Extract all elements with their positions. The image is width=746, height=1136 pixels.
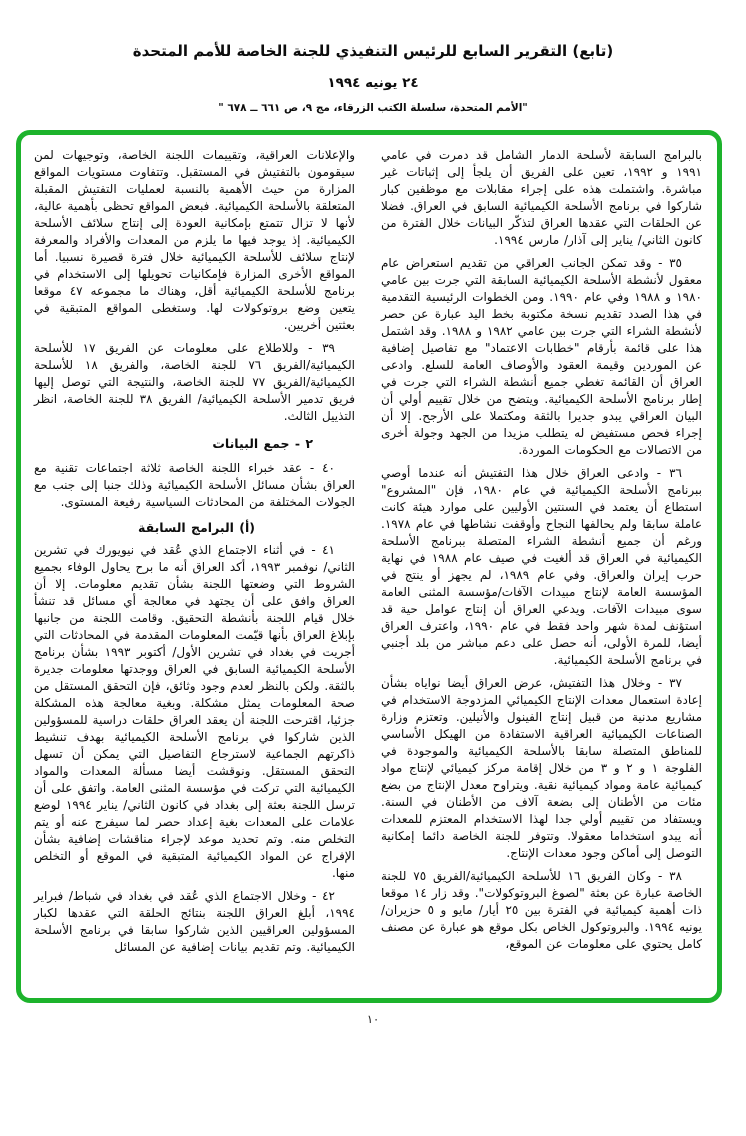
page-number: ١٠ [366, 1012, 380, 1026]
document-title: (تابع) التقرير السابع للرئيس التنفيذي للجنة الخاصة للأمم المتحدة [132, 42, 614, 60]
paragraph-34-continuation: بالبرامج السابقة لأسلحة الدمار الشامل قد دمرت في عامي ١٩٩١ و ١٩٩٢، تعين على الفريق أن يلجأ إلى إثباتات غير مباشرة. واشتملت هذه على إجراء مقابلات مع موظفين كبار شاركوا في برنامج الأسلحة الكيميائية السابق في العراق. فضلا عن الحلقات التي عقدها العراق لتذكّر البيانات خلال الفترة من كانون الثاني/ يناير إلى آذار/ مارس ١٩٩٤. [381, 148, 702, 247]
paragraph-39: ٣٩ - وللاطلاع على معلومات عن الفريق ١٧ للأسلحة الكيميائية/الفريق ٧٦ للجنة الخاصة، والفريق ١٨ للأسلحة الكيميائية/الفريق ٧٧ للجنة الخاصة، والنتيجة التي توصل إليها فريق تدمير الأسلحة الكيميائية/ الفريق ٣٨ للجنة الخاصة، انظر التذييل الثالث. [34, 341, 356, 423]
green-bordered-text-area [16, 130, 722, 1003]
paragraph-38-continuation: والإعلانات العراقية، وتقييمات اللجنة الخاصة، وتوجيهات لمن سيقومون بالتفتيش في المستقبل. وتتفاوت مستويات المواقع المزارة من حيث الأهمية بالنسبة لعمليات التفتيش المقبلة المتعلقة بالأسلحة الكيميائية. فبعض المواقع تحظى بأهمية عالية، لأنها لا تزال تتمتع بإمكانية العودة إلى إنتاج سلائف الأسلحة الكيميائية. إذ يوجد فيها ما يلزم من المعدات والأفراد والمعرفة لإنتاج سلائف للأسلحة الكيميائية خلال فترة قصيرة نسبيا. أما المواقع الأخرى المزارة فإمكانيات تحويلها إلى الاستخدام في برنامج للأسلحة الكيميائية أقل، وهناك ما مجموعه ٤٧ موقعا يتعين وضع بروتوكولات لها. وستغطى المواقع المتبقية في بعثتين أخريين. [34, 148, 356, 332]
document-date: ٢٤ يونيه ١٩٩٤ [327, 75, 419, 91]
subsection-heading-previous-programmes: (أ) البرامج السابقة [138, 520, 255, 535]
paragraph-38: ٣٨ - وكان الفريق ١٦ للأسلحة الكيميائية/الفريق ٧٥ للجنة الخاصة عبارة عن بعثة "لصوغ البروتوكولات". وقد زار ١٤ موقعا ذات أهمية كيميائية في الفترة بين ٢٥ أيار/ مايو و ٥ حزيران/ يونيه ١٩٩٤. والبروتوكول الخاص بكل موقع هو عبارة عن مصنف كامل يحتوي على معلومات عن الموقع، [381, 869, 703, 951]
column-left [34, 147, 355, 988]
page-header [0, 0, 746, 114]
paragraph-36: ٣٦ - وادعى العراق خلال هذا التفتيش أنه عندما أوصي ببرنامج الأسلحة الكيميائية في عام ١٩٨٠، فإن "المشروع" استطاع أن يعتمد في السنتين الأوليين على موارد هيئة كانت عاملة سابقا ولم يحالفها النجاح وأوقفت نشاطها في عام ١٩٧٨. ورغم أن جميع أنشطة الشراء المتصلة ببرنامج الأسلحة الكيميائية في العراق قد ألغيت في صيف عام ١٩٨٨ في نهاية حرب إيران والعراق. وفي عام ١٩٨٩، لم يجهز أو ينتج في المؤسسة العامة لإنتاج مبيدات الآفات/مؤسسة المثنى العامة سوى مبيدات الآفات. ويدعي العراق أن إنتاج عوامل حية قد استؤنف لمدة شهر واحد فقط في عام ١٩٩٠، واعترف العراق أيضا، للمرة الأولى، أنه حصل على دعم مباشر من بلد أجنبي في برنامج الأسلحة الكيميائية. [381, 466, 702, 667]
section-heading-data-collection: ٢ - جمع البيانات [212, 436, 313, 451]
paragraph-41: ٤١ - في أثناء الاجتماع الذي عُقد في نيويورك في تشرين الثاني/ نوفمبر ١٩٩٣، أكد العراق أنه ما برح يحاول الوفاء بجميع الشروط التي وضعتها اللجنة بشأن تقديم معلومات. إلا أن العراق وافق على أن يجتهد في معالجة أي مسائل قد تنشأ خلال قيام اللجنة بأنشطة التحقيق. وقامت اللجنة من جانبها بإبلاغ العراق بأنها قيّمت المعلومات المقدمة في المحادثات التي أجريت في بغداد في تشرين الأول/ أكتوبر ١٩٩٣ بشأن برنامج الأسلحة الكيميائية السابق في العراق ووجدتها معلومات جديرة بالثقة. ولكن بالنظر لعدم وجود وثائق، فإن التحقق المستقل من صحة المعلومات يمثل مشكلة. وبغية معالجة هذه المشكلة جزئيا، اقترحت اللجنة أن يعقد العراق حلقات دراسية للمسؤولين الذين شاركوا في برنامج الأسلحة الكيميائية بهدف تنشيط ذاكرتهم الجماعية لاسترجاع التفاصيل التي يمكن أن تسهل التحقق المستقل. ونوقشت أيضا مسألة المعدات والمواد الكيميائية التي تركت في مؤسسة المثنى العامة. واتفق على أن ترسل اللجنة بعثة إلى بغداد في كانون الثاني/ يناير ١٩٩٤ لوضع علامات على المعدات بغية إعداد حصر لما سيفرج عنه أو يتم التخلص منه. وتم تحديد موعد لإجراء مناقشات إضافية بشأن الإفراج عن المواد الكيميائية المتبقية في الموقع أو التخلص منها. [34, 543, 356, 880]
paragraph-35: ٣٥ - وقد تمكن الجانب العراقي من تقديم استعراض عام معقول لأنشطة الأسلحة الكيميائية السابقة التي جرت بين عامي ١٩٨٠ و ١٩٨٨ وفي عام ١٩٩٠. ومن الخطوات الرئيسية التقدمية في هذا الصدد تقديم نسخة مكتوبة بخط اليد عبارة عن حصر لأنشطة الشراء التي جرت بين عامي ١٩٨٢ و ١٩٨٨. وقد اشتمل هذا على قائمة بأرقام "خطابات الاعتماد" مع تفاصيل إضافية عن الموردين وقيمة العقود والأوصاف العامة للسلع. وادعى العراق أن القائمة تغطي جميع أنشطة الشراء التي جرت في إطار برنامج الأسلحة الكيميائية. ويتضح من خلال تقييم أولي أن البيان العراقي يبدو جديرا بالثقة ومكتملا على الأرجح. إلا أن إجراء فحص مستفيض له يتطلب مزيدا من الجهد وجولة أخرى من الاتصالات مع الحكومات الموردة. [381, 256, 702, 457]
paragraph-37: ٣٧ - وخلال هذا التفتيش، عرض العراق أيضا نواياه بشأن إعادة استعمال معدات الإنتاج الكيميائي المزدوجة الاستخدام في مشاريع مدنية من قبيل إنتاج الفينول والأنيلين. وتعتزم وزارة الصناعات الكيميائية العراقية الاستفادة من الهيكل الأساسي للمناطق المتصلة سابقا بالأسلحة الكيميائية والموجودة في الفلوجة ١ و ٢ و ٣ من خلال إقامة مركز كيميائي لإنتاج مواد كيميائية عامة ومواد كيميائية نقية. ويتراوح معدل الإنتاج من بضع مئات من الأطنان إلى بضعة آلاف من الأطنان في السنة. ويستفاد من تقييم أولي جدا لهذا الاستخدام المعتزم للمعدات أنه يبدو استخداما معقولا. وتتوفر للجنة الخاصة دائما إمكانية التوصل إلى أماكن وجود معدات الإنتاج. [381, 676, 702, 860]
paragraph-42: ٤٢ - وخلال الاجتماع الذي عُقد في بغداد في شباط/ فبراير ١٩٩٤، أبلغ العراق اللجنة بنتائج الحلقة التي عقدها لكبار المسؤولين العراقيين الذين شاركوا سابقا في برنامج الأسلحة الكيميائية. وتم تقديم بيانات إضافية عن المسائل [34, 889, 355, 954]
paragraph-40: ٤٠ - عقد خبراء اللجنة الخاصة ثلاثة اجتماعات تقنية مع العراق بشأن مسائل الأسلحة الكيميائية وذلك جنبا إلى جنب مع الجولات المختلفة من المحادثات السياسية رفيعة المستوى. [34, 461, 355, 509]
column-right [381, 147, 702, 988]
document-source-citation: "الأمم المتحدة، سلسلة الكتب الزرقاء، مج ٩، ص ٦٦١ ــ ٦٧٨ " [218, 102, 528, 114]
